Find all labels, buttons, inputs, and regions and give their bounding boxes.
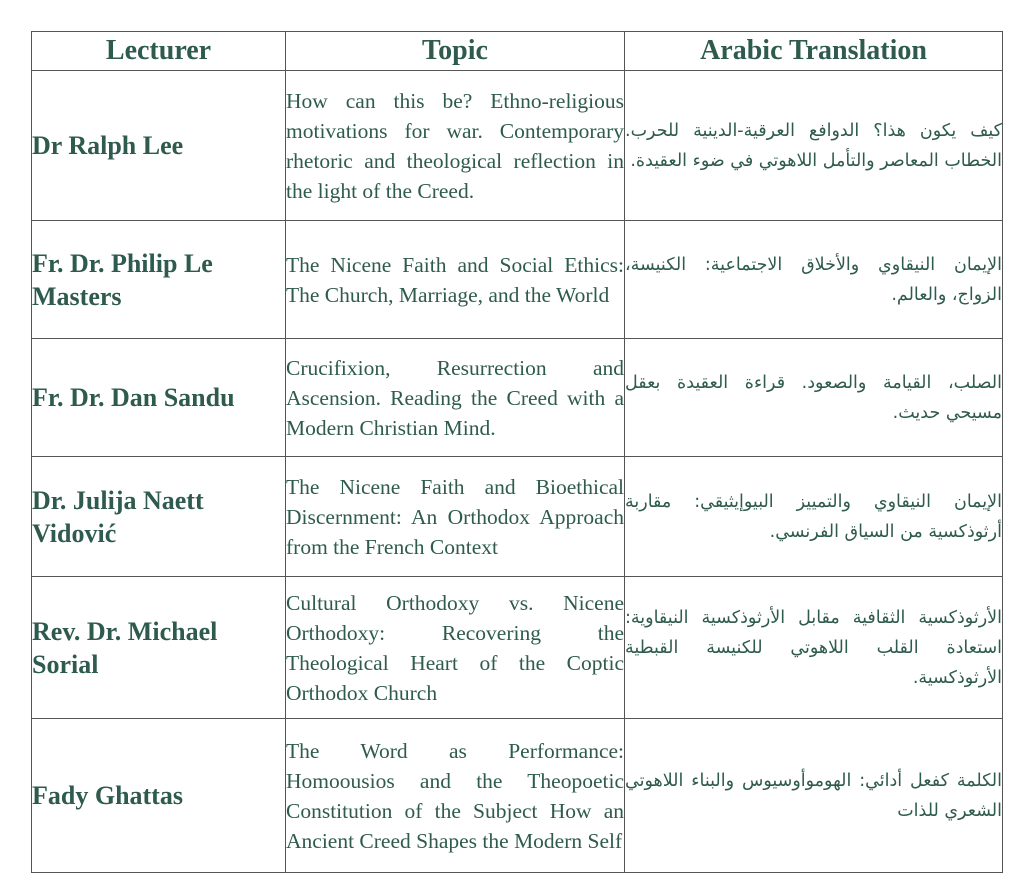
table-row — [32, 221, 1003, 339]
table-row — [32, 719, 1003, 873]
arabic-translation-cell: الأرثوذكسية الثقافية مقابل الأرثوذكسية النيقاوية: استعادة القلب اللاهوتي للكنيسة القبطية الأرثوذكسية. — [625, 577, 1003, 719]
header-topic: Topic — [286, 32, 625, 71]
header-lecturer: Lecturer — [32, 32, 286, 71]
topic-cell: The Nicene Faith and Bioethical Discernment: An Orthodox Approach from the French Context — [286, 457, 625, 577]
arabic-translation-cell: الإيمان النيقاوي والأخلاق الاجتماعية: الكنيسة، الزواج، والعالم. — [625, 221, 1003, 339]
lecture-table — [31, 31, 1003, 873]
lecturer-cell: Fady Ghattas — [32, 719, 286, 873]
table-row — [32, 71, 1003, 221]
lecturer-cell: Dr. Julija Naett Vidović — [32, 457, 286, 577]
topic-cell: How can this be? Ethno-religious motivations for war. Contemporary rhetoric and theological reflection in the light of the Creed. — [286, 71, 625, 221]
arabic-translation-cell: الإيمان النيقاوي والتمييز البيوإيثيقي: مقاربة أرثوذكسية من السياق الفرنسي. — [625, 457, 1003, 577]
lecturer-cell: Rev. Dr. Michael Sorial — [32, 577, 286, 719]
lecturer-cell: Fr. Dr. Dan Sandu — [32, 339, 286, 457]
header-arabic-translation: Arabic Translation — [625, 32, 1003, 71]
lecturer-cell: Dr Ralph Lee — [32, 71, 286, 221]
arabic-translation-cell: الصلب، القيامة والصعود. قراءة العقيدة بعقل مسيحي حديث. — [625, 339, 1003, 457]
topic-cell: The Word as Performance: Homoousios and the Theopoetic Constitution of the Subject How an Ancient Creed Shapes the Modern Self — [286, 719, 625, 873]
table-row — [32, 577, 1003, 719]
topic-cell: Crucifixion, Resurrection and Ascension. Reading the Creed with a Modern Christian Mind. — [286, 339, 625, 457]
table-row — [32, 457, 1003, 577]
arabic-translation-cell: الكلمة كفعل أدائي: الهوموأوسيوس والبناء اللاهوتي الشعري للذات — [625, 719, 1003, 873]
topic-cell: Cultural Orthodoxy vs. Nicene Orthodoxy: Recovering the Theological Heart of the Coptic Orthodox Church — [286, 577, 625, 719]
header-row — [32, 32, 1003, 71]
table-row — [32, 339, 1003, 457]
lecturer-cell: Fr. Dr. Philip Le Masters — [32, 221, 286, 339]
topic-cell: The Nicene Faith and Social Ethics: The Church, Marriage, and the World — [286, 221, 625, 339]
arabic-translation-cell: كيف يكون هذا؟ الدوافع العرقية-الدينية للحرب. الخطاب المعاصر والتأمل اللاهوتي في ضوء العقيدة. — [625, 71, 1003, 221]
